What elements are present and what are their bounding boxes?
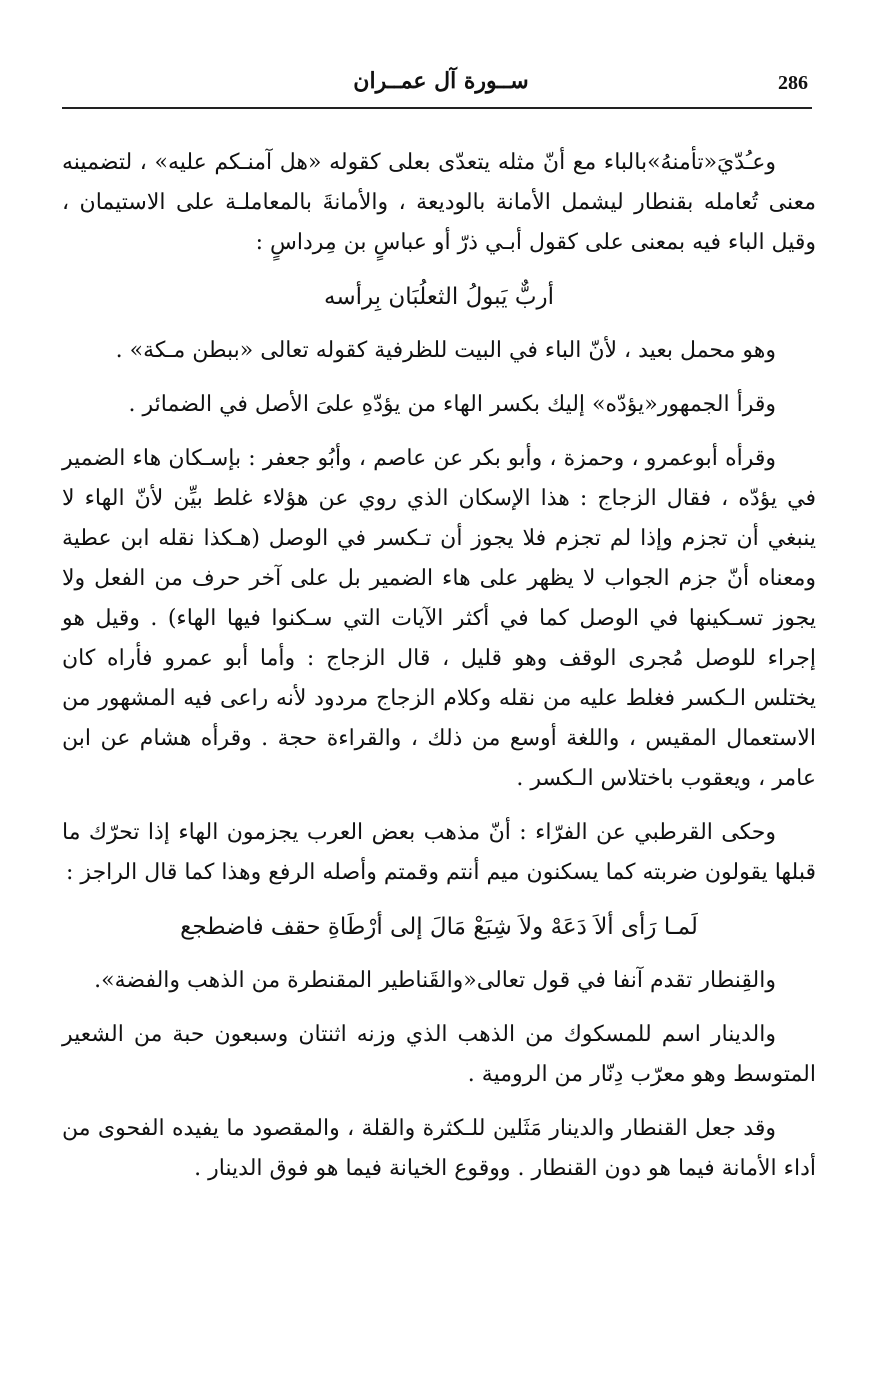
running-title: ســورة آل عمــران bbox=[353, 68, 529, 94]
header-divider bbox=[62, 107, 812, 109]
paragraph-7: والدينار اسم للمسكوك من الذهب الذي وزنه اثنتان وسبعون حبة من الشعير المتوسط وهو معرّب دِنّار من الرومية . bbox=[62, 1022, 816, 1087]
page-header bbox=[62, 62, 820, 108]
paragraph-4: وقرأه أبوعمرو ، وحمزة ، وأبو بكر عن عاصم ، وأبُو جعفر : بإسـكان هاء الضمير في يؤدّه ، فقال الزجاج : هذا الإسكان الذي روي عن هؤلاء غلط بيِّن لأنّ الهاء لا ينبغي أن تجزم وإذا لم تجزم فلا يجوز أن تـكسر في الوصل (هـكذا نقله ابن عطية ومعناه أنّ جزم الجواب لا يظهر على هاء الضمير بل على آخر حرف من الفعل ولا يجوز تسـكينها في الوصل كما في أكثر الآيات التي سـكنوا فيها الهاء) . وقيل هو إجراء للوصل مُجرى الوقف وهو قليل ، قال الزجاج : وأما أبو عمرو فأراه كان يختلس الـكسر فغلط عليه من نقله وكلام الزجاج مردود لأنه راعى فيه المشهور من الاستعمال المقيس ، واللغة أوسع من ذلك ، والقراءة حجة . وقرأه هشام عن ابن عامر ، ويعقوب باختلاس الـكسر . bbox=[62, 446, 816, 791]
paragraph-2: وهو محمل بعيد ، لأنّ الباء في البيت للظرفية كقوله تعالى «ببطن مـكة» . bbox=[115, 338, 776, 363]
paragraph-6: والقِنطار تقدم آنفا في قول تعالى«والقَناطير المقنطرة من الذهب والفضة». bbox=[94, 968, 776, 993]
paragraph-1: وعـُدّيَ«تأمنهُ»بالباء مع أنّ مثله يتعدّى بعلى كقوله «هل آمنـكم عليه» ، لتضمينه معنى تُعامله بقنطار ليشمل الأمانة بالوديعة ، والأمانةَ بالمعاملـة على الاستيمان ، وقيل الباء فيه بمعنى على كقول أبـي ذرّ أو عباسٍ بن مِرداسٍ : bbox=[62, 150, 816, 255]
verse-line-1: أربٌّ يَبولُ الثعلُبَان بِرأسه bbox=[324, 284, 554, 310]
paragraph-3: وقرأ الجمهور«يؤدّه» إليك بكسر الهاء من يؤدّهِ علىَ الأصل في الضمائر . bbox=[128, 392, 776, 417]
page-number: 286 bbox=[778, 72, 808, 94]
paragraph-5: وحكى القرطبي عن الفرّاء : أنّ مذهب بعض العرب يجزمون الهاء إذا تحرّك ما قبلها يقولون ضربته كما يسكنون ميم أنتم وقمتم وأصله الرفع وهذا كما قال الراجز : bbox=[62, 820, 816, 885]
body-text bbox=[62, 143, 816, 1203]
paragraph-8: وقد جعل القنطار والدينار مَثَلين للـكثرة والقلة ، والمقصود ما يفيده الفحوى من أداء الأمانة فيما هو دون القنطار . ووقوع الخيانة فيما هو فوق الدينار . bbox=[62, 1116, 816, 1181]
verse-line-2: لَمـا رَأى ألاَ دَعَهْ ولاَ شِبَعْ مَالَ إلى أرْطَاةِ حقف فاضطجع bbox=[180, 914, 698, 940]
